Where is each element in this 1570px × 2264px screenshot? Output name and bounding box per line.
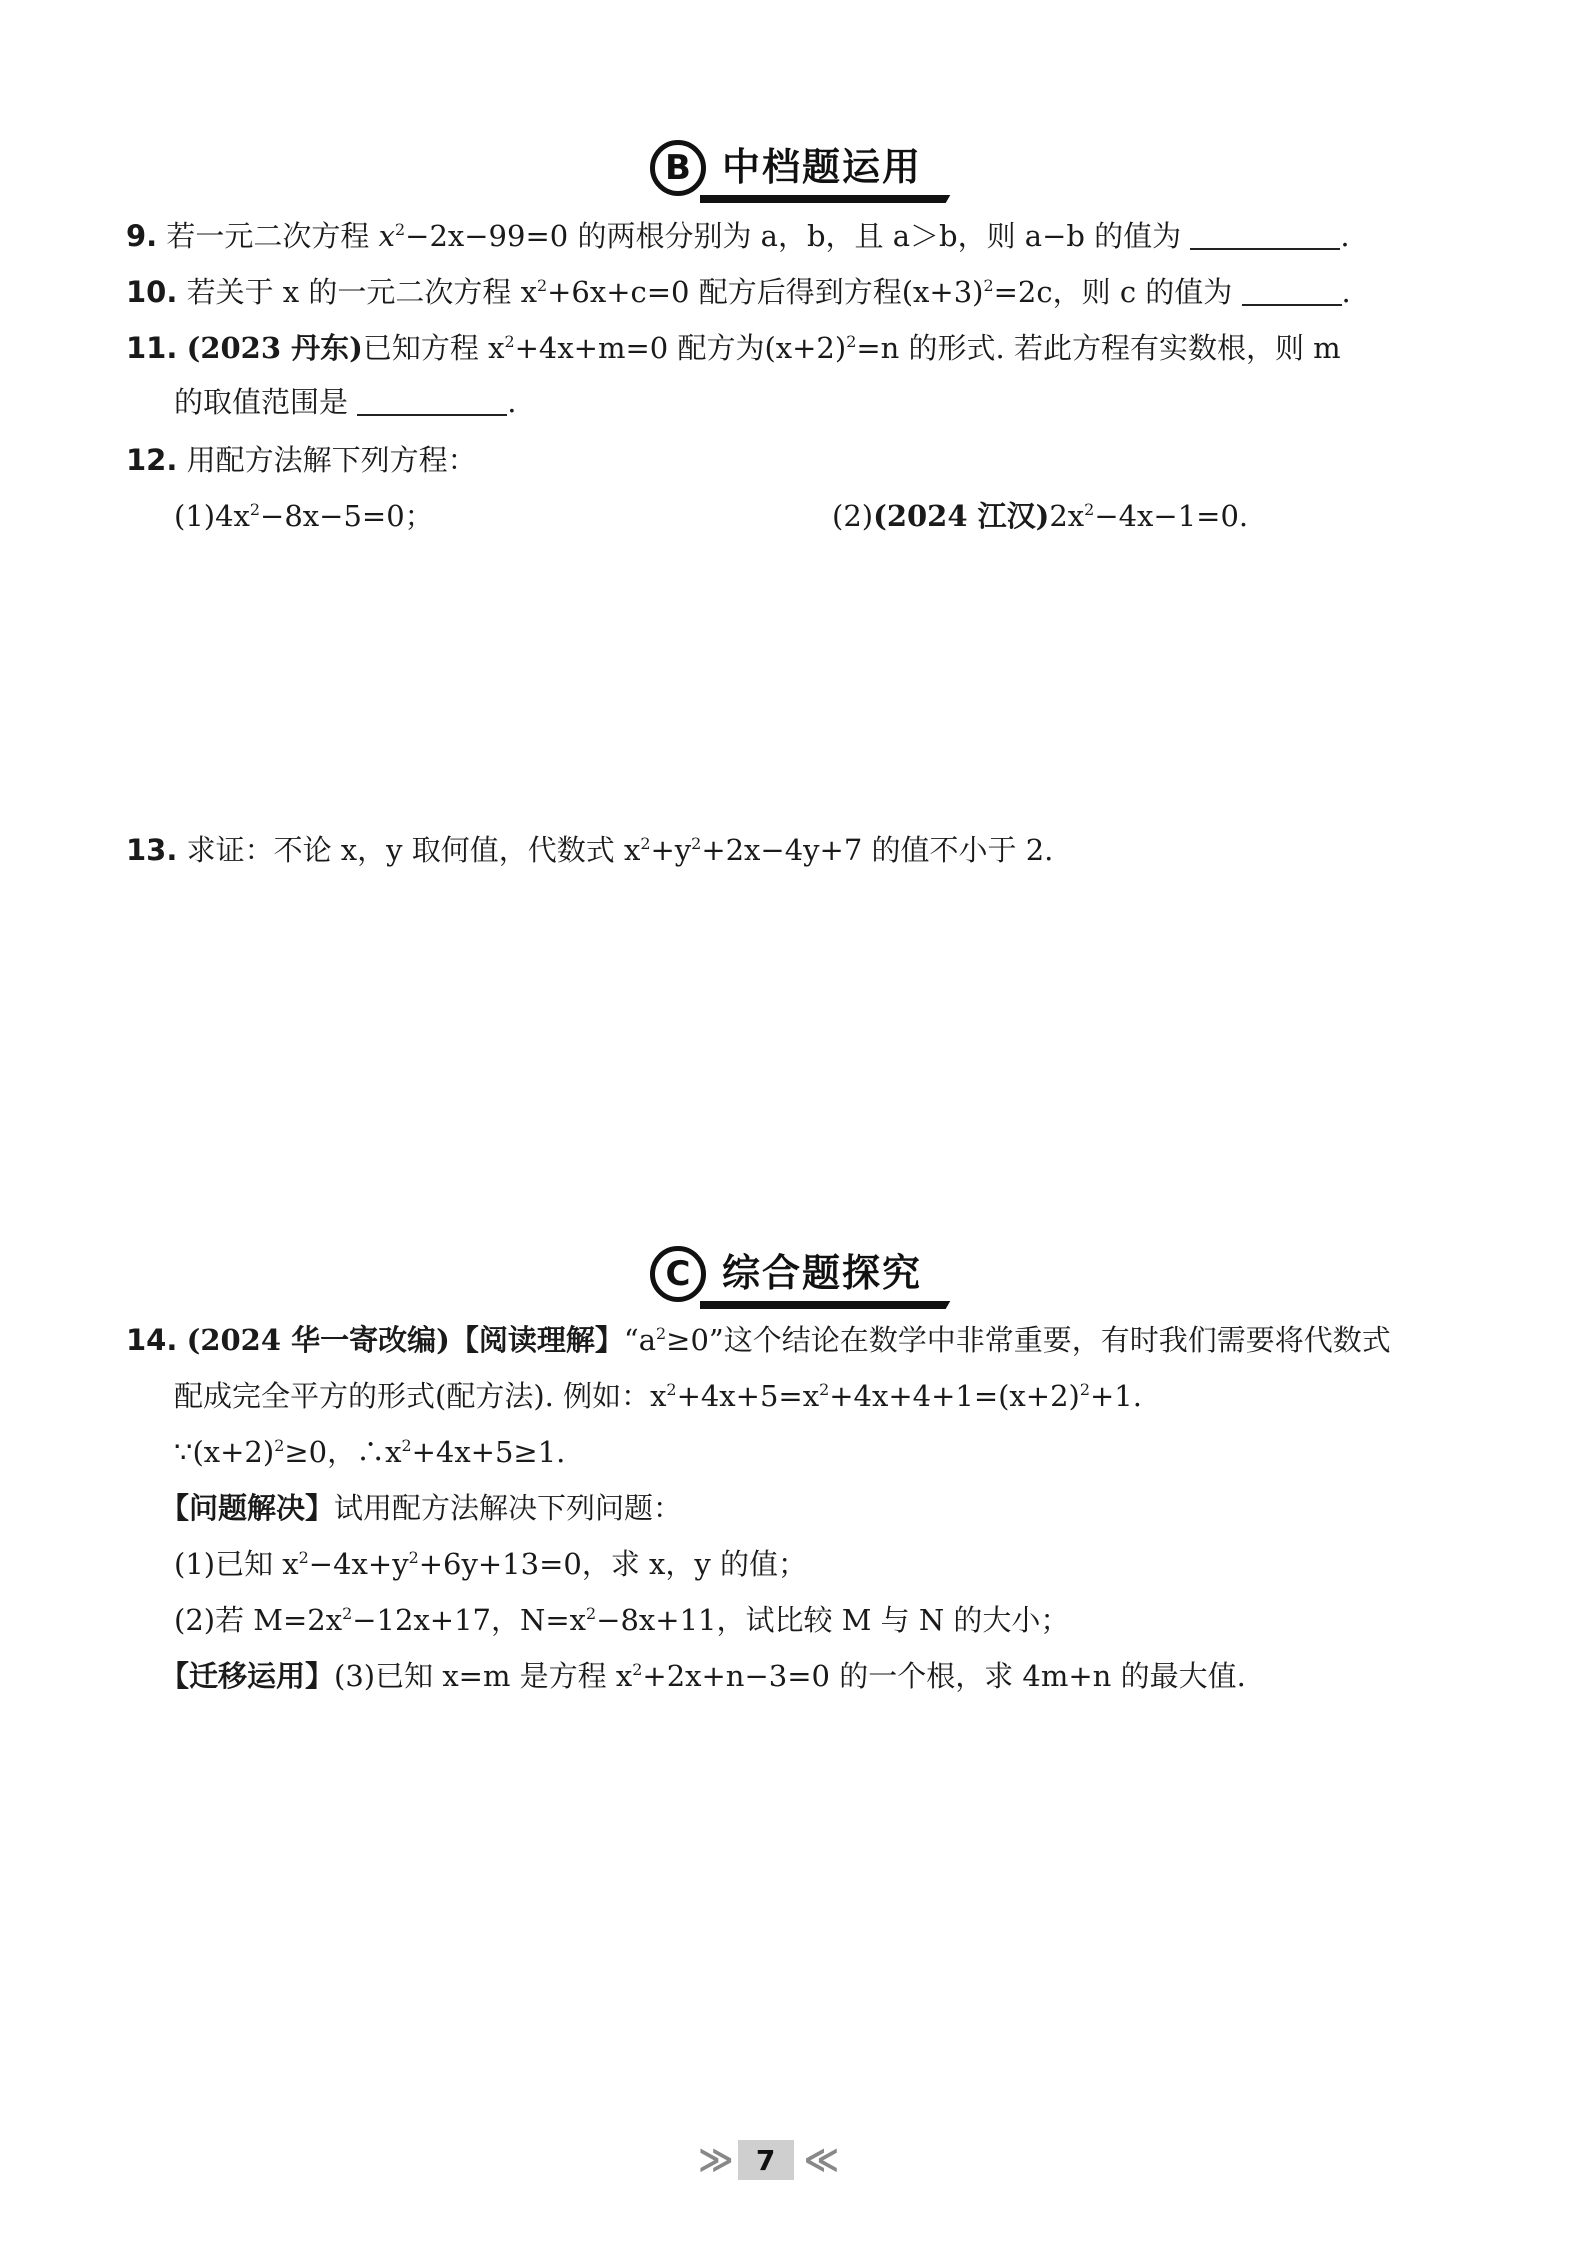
section-c-badge: C xyxy=(650,1246,706,1302)
superscript-2: 2 xyxy=(586,1603,597,1623)
superscript-2: 2 xyxy=(846,331,857,351)
superscript-2: 2 xyxy=(1079,1379,1090,1399)
q14-l1a: “a xyxy=(623,1323,656,1357)
superscript-2: 2 xyxy=(666,1379,677,1399)
superscript-2: 2 xyxy=(401,1435,412,1455)
q14-l6a: (2)若 M=2x xyxy=(174,1603,343,1637)
q14-l5b: −4x+y xyxy=(308,1547,409,1581)
chevron-left-icon: ≪ xyxy=(803,2140,834,2180)
q11-end: . xyxy=(507,385,517,419)
q10-text2: +6x+c=0 配方后得到方程(x+3) xyxy=(547,275,984,309)
question-number: 9. xyxy=(126,219,158,253)
q14-l2b: +4x+5=x xyxy=(676,1379,820,1413)
q14-l2a: 配成完全平方的形式(配方法). 例如：x xyxy=(174,1379,667,1413)
q14-l2c: +4x+4+1=(x+2) xyxy=(829,1379,1080,1413)
question-12 xyxy=(126,440,477,480)
q14-l2d: +1. xyxy=(1090,1379,1142,1413)
page-number: 7 xyxy=(738,2140,794,2180)
q11-line2: 的取值范围是 xyxy=(174,385,349,419)
superscript-2: 2 xyxy=(819,1379,830,1399)
q12-p1-a: 4x xyxy=(215,499,250,533)
superscript-2: 2 xyxy=(274,1435,285,1455)
q12-p2-b: −4x−1=0. xyxy=(1094,499,1249,533)
question-10 xyxy=(126,272,1351,312)
superscript-2: 2 xyxy=(640,833,651,853)
q14-l4: 试用配方法解决下列问题： xyxy=(334,1491,683,1525)
q14-part-1 xyxy=(174,1544,807,1584)
question-number: 12. xyxy=(126,443,178,477)
q12-p1-label: (1) xyxy=(174,499,216,533)
q12-p1-b: −8x−5=0； xyxy=(260,499,434,533)
superscript-2: 2 xyxy=(342,1603,353,1623)
superscript-2: 2 xyxy=(691,833,702,853)
q14-l3c: +4x+5≥1. xyxy=(411,1435,566,1469)
question-number: 14. xyxy=(126,1323,178,1357)
question-11-line2 xyxy=(174,382,516,422)
q11-text3: =n 的形式. 若此方程有实数根，则 m xyxy=(856,331,1341,365)
q14-part-2 xyxy=(174,1600,1069,1640)
q13-t1: 求证：不论 x，y 取何值，代数式 x xyxy=(186,833,641,867)
question-14 xyxy=(126,1320,1391,1360)
q14-l7b: +2x+n−3=0 的一个根，求 4m+n 的最大值. xyxy=(642,1659,1246,1693)
q9-eq-rest: −2x−99=0 xyxy=(405,219,569,253)
q14-l6c: −8x+11，试比较 M 与 N 的大小； xyxy=(596,1603,1070,1637)
answer-blank[interactable] xyxy=(1242,274,1342,306)
section-b-heading xyxy=(650,132,942,203)
q11-text2: +4x+m=0 配方为(x+2) xyxy=(514,331,847,365)
q14-tag-read: 【阅读理解】 xyxy=(449,1323,624,1357)
q9-end: . xyxy=(1340,219,1350,253)
q14-l1b: ≥0”这个结论在数学中非常重要，有时我们需要将代数式 xyxy=(666,1323,1391,1357)
question-number: 13. xyxy=(126,833,178,867)
chevron-right-icon: ≫ xyxy=(698,2140,728,2180)
q10-end: . xyxy=(1341,275,1351,309)
q14-line-2 xyxy=(174,1376,1142,1416)
q14-source: (2024 华一寄改编) xyxy=(186,1323,450,1357)
answer-blank[interactable] xyxy=(357,384,507,416)
q12-text: 用配方法解下列方程： xyxy=(186,443,477,477)
superscript-2: 2 xyxy=(395,219,406,239)
q14-line-3 xyxy=(174,1432,565,1472)
superscript-2: 2 xyxy=(298,1547,309,1567)
q12-p2-source: (2024 江汉) xyxy=(873,499,1050,533)
superscript-2: 2 xyxy=(656,1323,667,1343)
question-number: 10. xyxy=(126,275,178,309)
q14-l7a: (3)已知 x=m 是方程 x xyxy=(334,1659,633,1693)
q14-l5a: (1)已知 x xyxy=(174,1547,299,1581)
q14-l3b: ≥0，∴x xyxy=(284,1435,402,1469)
q14-l3a: ∵(x+2) xyxy=(174,1435,275,1469)
q10-text1: 若关于 x 的一元二次方程 x xyxy=(186,275,537,309)
question-9 xyxy=(126,216,1350,256)
q13-t3: +2x−4y+7 的值不小于 2. xyxy=(701,833,1054,867)
answer-blank[interactable] xyxy=(1190,218,1340,250)
superscript-2: 2 xyxy=(408,1547,419,1567)
question-11 xyxy=(126,328,1341,368)
q14-tag-solve: 【问题解决】 xyxy=(160,1491,335,1525)
superscript-2: 2 xyxy=(249,499,261,519)
q14-line-4 xyxy=(160,1488,682,1528)
superscript-2: 2 xyxy=(504,331,515,351)
q14-tag-transfer: 【迁移运用】 xyxy=(160,1659,335,1693)
section-b-title: 中档题运用 xyxy=(700,132,942,203)
section-c-title: 综合题探究 xyxy=(700,1238,942,1309)
q12-p2-label: (2) xyxy=(832,499,874,533)
page-footer xyxy=(698,2140,833,2180)
q11-source: (2023 丹东) xyxy=(186,331,363,365)
q9-text-before: 若一元二次方程 xyxy=(166,219,370,253)
question-13 xyxy=(126,830,1053,870)
q9-text-after: 的两根分别为 a，b，且 a＞b，则 a−b 的值为 xyxy=(577,219,1182,253)
q14-part-3 xyxy=(160,1656,1246,1696)
q12-part-1 xyxy=(174,496,434,536)
q14-l6b: −12x+17，N=x xyxy=(352,1603,587,1637)
q10-text3: =2c，则 c 的值为 xyxy=(993,275,1233,309)
superscript-2: 2 xyxy=(632,1659,643,1679)
section-b-badge: B xyxy=(650,140,706,196)
q14-l5c: +6y+13=0，求 x，y 的值； xyxy=(418,1547,807,1581)
superscript-2: 2 xyxy=(536,275,548,295)
superscript-2: 2 xyxy=(1084,499,1095,519)
q12-p2-a: 2x xyxy=(1049,499,1085,533)
question-number: 11. xyxy=(126,331,178,365)
q9-eq-lead: x xyxy=(378,219,396,253)
q12-part-2 xyxy=(832,496,1248,536)
superscript-2: 2 xyxy=(983,275,994,295)
q11-text1: 已知方程 x xyxy=(362,331,505,365)
q13-t2: +y xyxy=(650,833,692,867)
section-c-heading xyxy=(650,1238,942,1309)
